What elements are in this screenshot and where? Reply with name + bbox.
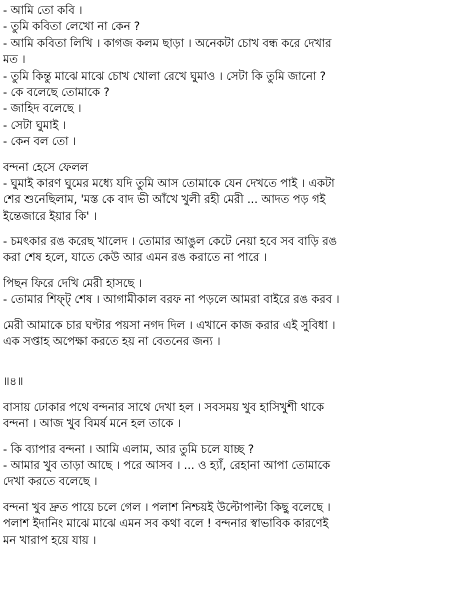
paragraph: [3, 2, 456, 18]
text-line: - চমৎকার রঙ করেছ খালেদ । তোমার আঙুল কেটে নেয়া হবে সব বাড়ি রঙ: [3, 234, 337, 249]
paragraph: [3, 68, 456, 84]
paragraph: [3, 275, 456, 291]
text-line: বন্দনা খুব দ্রুত পায়ে চলে গেল । পলাশ নিশ্চয়ই উল্টোপাল্টা কিছু বলেছে ।: [3, 499, 331, 514]
text-line: - কে বলেছে তোমাকে ?: [3, 84, 110, 99]
text-line: পিছন ফিরে দেখি মেরী হাসছে ।: [3, 275, 142, 290]
paragraph: [3, 441, 456, 457]
paragraph: [3, 117, 456, 133]
text-line: - কি ব্যাপার বন্দনা । আমি এলাম, আর তুমি চলে যাচ্ছ ?: [3, 441, 254, 456]
paragraph: [3, 457, 456, 490]
text-line: - কেন বল তো ।: [3, 134, 76, 149]
text-line: এক সপ্তাহ অপেক্ষা করতে হয় না বেতনের জন্য ।: [3, 334, 221, 349]
text-line: - তোমার শিফ্‌ট্‌ শেষ । আগামীকাল বরফ না পড়লে আমরা বাইরে রঙ করব ।: [3, 292, 340, 307]
text-line: দেখা করতে বলেছে ।: [3, 474, 98, 489]
paragraph-gap: [3, 390, 456, 399]
paragraph: [3, 84, 456, 100]
paragraph-gap: [3, 224, 456, 233]
paragraph-gap: [3, 308, 456, 317]
section-heading: [3, 373, 456, 389]
paragraph: [3, 317, 456, 350]
text-line: মত ।: [3, 52, 26, 67]
paragraph-gap: [3, 150, 456, 159]
text-line: মন খারাপ হয়ে যায় ।: [3, 532, 97, 547]
paragraph-gap: [3, 266, 456, 275]
text-line: করা শেষ হলে, যাতে কেউ আর এমন রঙ করাতে না পারে ।: [3, 250, 267, 265]
paragraph: [3, 291, 456, 307]
text-line: - জাহিদ বলেছে ।: [3, 101, 82, 116]
text-line: - তুমি কিন্তু মাঝে মাঝে চোখ খোলা রেখে ঘুমাও । সেটা কি তুমি জানো ?: [3, 68, 326, 83]
paragraph-gap: [3, 490, 456, 499]
text-line: - ঘুমাই কারণ ঘুমের মধ্যে যদি তুমি আস তোমাকে যেন দেখতে পাই । একটা: [3, 175, 335, 190]
paragraph: [3, 175, 456, 224]
paragraph: [3, 35, 456, 68]
text-line: বাসায় ঢোকার পথে বন্দনার সাথে দেখা হল । সবসময় খুব হাসিখুশী থাকে: [3, 399, 324, 414]
paragraph: [3, 100, 456, 116]
paragraph: [3, 233, 456, 266]
paragraph: [3, 133, 456, 149]
text-line: শের শুনেছিলাম, 'মস্ত কে বাদ ভী আঁখে খুলী রহী মেরী ... আদত পড় গই: [3, 192, 326, 207]
paragraph: [3, 399, 456, 432]
text-line: - আমার খুব তাড়া আছে । পরে আসব । ... ও হ্যাঁ, রেহানা আপা তোমাকে: [3, 457, 331, 472]
paragraph: [3, 18, 456, 34]
text-line: বন্দনা হেসে ফেলল: [3, 159, 89, 174]
text-line: - আমি তো কবি ।: [3, 3, 83, 17]
text-line: ॥৪॥: [3, 374, 24, 389]
paragraph: [3, 499, 456, 548]
text-line: পলাশ ইদানিং মাঝে মাঝে এমন সব কথা বলে ! বন্দনার স্বাভাবিক কারণেই: [3, 516, 329, 531]
paragraph: [3, 159, 456, 175]
text-line: - সেটা ঘুমাই ।: [3, 117, 66, 132]
section-gap: [3, 349, 456, 373]
text-line: ইন্তেজারে ইয়ার কি' ।: [3, 208, 97, 223]
paragraph-gap: [3, 432, 456, 441]
text-line: মেরী আমাকে চার ঘণ্টার পয়সা নগদ দিল । এখানে কাজ করার এই সুবিধা ।: [3, 317, 336, 332]
text-line: - আমি কবিতা লিখি । কাগজ কলম ছাড়া । অনেকটা চোখ বন্ধ করে দেখার: [3, 35, 332, 50]
text-line: - তুমি কবিতা লেখো না কেন ?: [3, 19, 140, 34]
text-line: বন্দনা । আজ খুব বিমর্ষ মনে হল তাকে ।: [3, 416, 181, 431]
